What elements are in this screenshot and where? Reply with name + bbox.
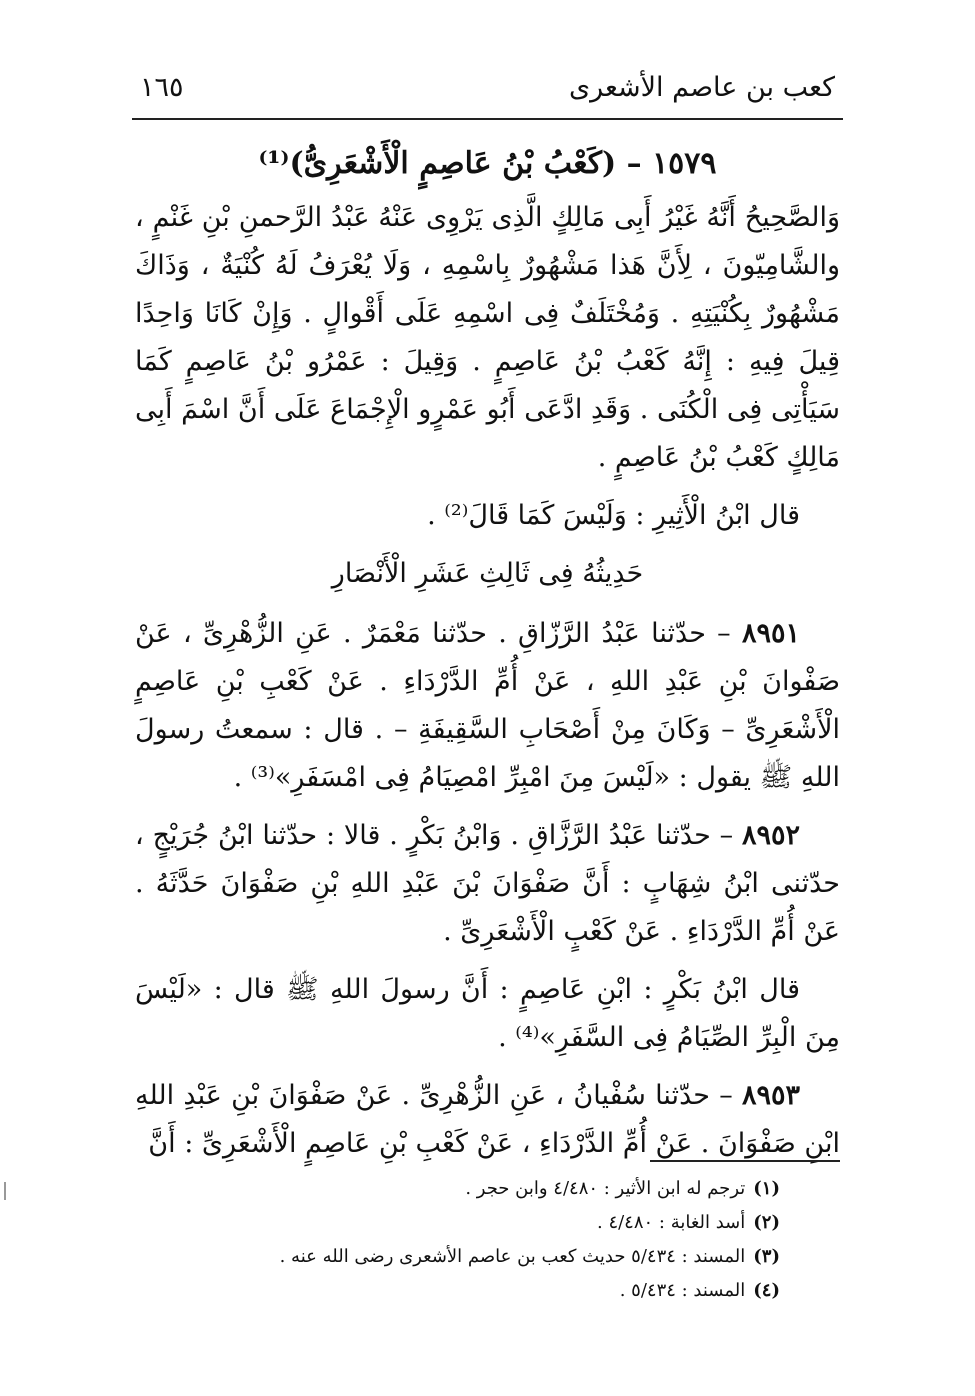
footnote-label: (١): [753, 1178, 780, 1199]
hadith-text: – حدّثنا عَبْدُ الرَّزَّاقِ . وَابْنُ بَكْرٍ . قالا : حدّثنا ابْنُ جُرَيْجٍ ، حدّثنى ابْنُ شِهَابٍ : أَنَّ صَفْوَانَ بْنَ عَبْدِ اللهِ بْنِ صَفْوَانَ حَدَّثَهُ . عَنْ أُمِّ الدَّرْدَاءِ . عَنْ كَعْبٍ الْأَشْعَرِىِّ .: [135, 820, 840, 947]
footnote: [160, 1240, 780, 1274]
footnote: [160, 1172, 780, 1206]
hadith-8952-continuation: قال ابْنُ بَكْرٍ : ابْنِ عَاصِمٍ : أَنَّ رسولَ اللهِ ﷺ قال : «لَيْسَ مِنَ الْبِرِّ الصِّيَامُ فِى السَّفَرِ»⁽⁴⁾ .: [135, 974, 840, 1053]
hadith-8953: [135, 1072, 840, 1168]
entry-heading: ١٥٧٩ – (كَعْبُ بْنُ عَاصِمٍ الْأَشْعَرِىُّ)⁽¹⁾: [258, 146, 717, 181]
footnote-text: أسد الغابة : ٤/٤٨٠ .: [596, 1212, 746, 1233]
footnote-text: ترجم له ابن الأثير : ٤/٤٨٠ وابن حجر .: [465, 1178, 746, 1199]
hadith-text: – حدّثنا عَبْدُ الرَّزّاقِ . حدّثنا مَعْمَرٌ . عَنِ الزُّهْرِىِّ ، عَنْ صَفْوانَ بْنِ عَبْدِ اللهِ ، عَنْ أُمِّ الدَّرْدَاءِ . عَنْ كَعْبِ بْنِ عَاصِمٍ الْأَشْعَرِىِّ – وَكَانَ مِنْ أَصْحَابِ السَّقِيفَةِ – . قال : سمعتُ رسولَ اللهِ ﷺ يقول : «لَيْسَ مِنَ امْبِرِّ امْصِيَامُ فِى امْسَفَرِ»⁽³⁾ .: [135, 618, 840, 793]
footnotes: [160, 1172, 780, 1308]
footnote: [160, 1206, 780, 1240]
running-header: [140, 62, 835, 112]
hadith-text: – حدّثنا سُفْيانُ ، عَنِ الزُّهْرِىِّ . عَنْ صَفْوَانَ بْنِ عَبْدِ اللهِ ابْنِ صَفْوَانَ . عَنْ أُمِّ الدَّرْدَاءِ ، عَنْ كَعْبِ بْنِ عَاصِمٍ الْأَشْعَرِىِّ : أَنَّ: [135, 1080, 840, 1159]
footnote-label: (٤): [753, 1280, 780, 1301]
hadith-8951: [135, 610, 840, 802]
hadith-number: ٨٩٥٣: [741, 1080, 800, 1111]
footnote-label: (٣): [753, 1246, 780, 1267]
main-text: [135, 140, 840, 1178]
header-rule: [132, 118, 843, 120]
entry-paragraph: قال ابْنُ الْأَثِيرِ : وَلَيْسَ كَمَا قَالَ⁽²⁾ .: [427, 500, 800, 531]
footnote-text: المسند : ٥/٤٣٤ .: [619, 1280, 746, 1301]
page-number: ١٦٥: [140, 71, 184, 103]
section-title: حَدِيثُهُ فِى ثَالِثِ عَشَرِ الْأَنْصَارِ: [331, 558, 644, 589]
hadith-8952: [135, 812, 840, 956]
running-title: كعب بن عاصم الأشعرى: [568, 71, 835, 103]
footnote-text: المسند : ٥/٤٣٤ حديث كعب بن عاصم الأشعرى رضى الله عنه .: [279, 1246, 746, 1267]
entry-paragraph: وَالصَّحِيحُ أَنَّهُ غَيْرُ أَبِى مَالِكٍ الَّذِى يَرْوِى عَنْهُ عَبْدُ الرَّحمنِ بْنِ غَنْمٍ ، والشَّامِيّونَ ، لِأَنَّ هَذا مَشْهُورٌ بِاسْمِهِ ، وَلَا يُعْرَفُ لَهُ كُنْيَةٌ ، وَذَاكَ مَشْهُورٌ بِكُنْيَتِهِ . وَمُخْتَلَفٌ فِى اسْمِهِ عَلَى أَقْوالٍ . وَإِنْ كَانَا وَاحِدًا قِيلَ فِيهِ : إِنَّهُ كَعْبُ بْنُ عَاصِمٍ . وَقِيلَ : عَمْرُو بْنُ عَاصِمٍ كَمَا سَيَأْتِى فِى الْكُنَى . وَقَدِ ادَّعَى أَبُو عَمْرٍو الْإِجْمَاعَ عَلَى أَنَّ اسْمَ أَبِى مَالِكٍ كَعْبُ بْنُ عَاصِمٍ .: [135, 202, 840, 473]
hadith-number: ٨٩٥٢: [741, 820, 800, 851]
footnote-label: (٢): [753, 1212, 780, 1233]
scan-margin-mark: [4, 1182, 6, 1200]
hadith-number: ٨٩٥١: [741, 618, 800, 649]
footnote-rule: [650, 1160, 840, 1162]
footnote: [160, 1274, 780, 1308]
